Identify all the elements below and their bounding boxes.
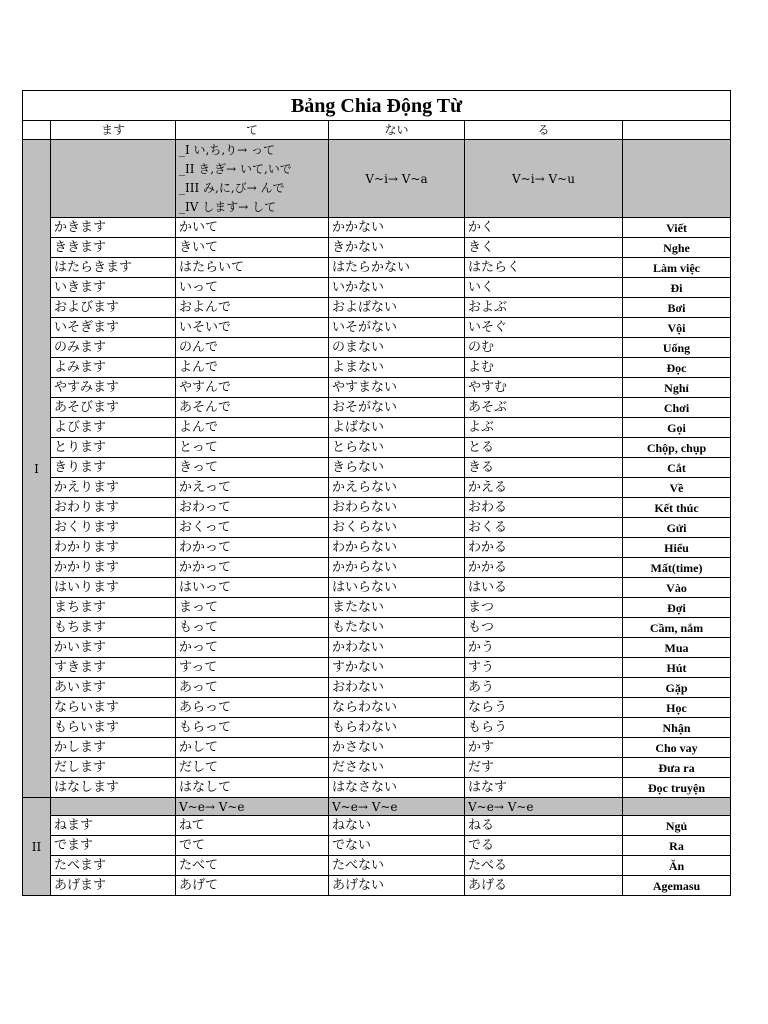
masu-form: おわります	[51, 498, 176, 518]
dictionary-form: あう	[465, 678, 623, 698]
te-form: やすんで	[176, 378, 329, 398]
dictionary-form: とる	[465, 438, 623, 458]
meaning: Chộp, chụp	[623, 438, 731, 458]
dictionary-form: かく	[465, 218, 623, 238]
verb-row	[23, 758, 731, 778]
meaning: Vội	[623, 318, 731, 338]
nai-form: かかない	[329, 218, 465, 238]
nai-form: ねない	[329, 816, 465, 836]
verb-row	[23, 338, 731, 358]
masu-form: かかります	[51, 558, 176, 578]
nai-form: かさない	[329, 738, 465, 758]
te-form: おわって	[176, 498, 329, 518]
meaning: Gửi	[623, 518, 731, 538]
meaning: Nghe	[623, 238, 731, 258]
nai-form: とらない	[329, 438, 465, 458]
te-form: かいて	[176, 218, 329, 238]
table-title: Bảng Chia Động Từ	[23, 91, 731, 121]
meaning: Viết	[623, 218, 731, 238]
header-ru: る	[465, 121, 623, 140]
dictionary-form: かかる	[465, 558, 623, 578]
masu-form: もちます	[51, 618, 176, 638]
verb-row	[23, 816, 731, 836]
rule-nai: V~i→ V~a	[329, 140, 465, 218]
verb-row	[23, 678, 731, 698]
meaning: Mất(time)	[623, 558, 731, 578]
rule-masu-form	[51, 798, 176, 816]
header-te: て	[176, 121, 329, 140]
meaning: Làm việc	[623, 258, 731, 278]
header-nai: ない	[329, 121, 465, 140]
rule-te-line: _II き,ぎ→ いて,いで	[179, 161, 292, 176]
masu-form: およびます	[51, 298, 176, 318]
meaning: Ngủ	[623, 816, 731, 836]
nai-form: おそがない	[329, 398, 465, 418]
meaning: Cầm, nắm	[623, 618, 731, 638]
meaning: Mua	[623, 638, 731, 658]
rule-masu	[51, 140, 176, 218]
meaning: Cắt	[623, 458, 731, 478]
verb-row	[23, 778, 731, 798]
verb-row	[23, 738, 731, 758]
te-form: かえって	[176, 478, 329, 498]
dictionary-form: でる	[465, 836, 623, 856]
te-form: わかって	[176, 538, 329, 558]
nai-form: おわらない	[329, 498, 465, 518]
meaning: Bơi	[623, 298, 731, 318]
te-form: およんで	[176, 298, 329, 318]
meaning: Ra	[623, 836, 731, 856]
meaning: Đọc truyện	[623, 778, 731, 798]
te-form: きって	[176, 458, 329, 478]
verb-row	[23, 638, 731, 658]
masu-form: ねます	[51, 816, 176, 836]
te-form: はいって	[176, 578, 329, 598]
nai-form: かえらない	[329, 478, 465, 498]
nai-form: おわない	[329, 678, 465, 698]
meaning: Hiểu	[623, 538, 731, 558]
rule-te	[176, 140, 329, 218]
verb-row	[23, 218, 731, 238]
verb-row	[23, 518, 731, 538]
verb-row	[23, 238, 731, 258]
header-blank	[23, 121, 51, 140]
nai-form: もたない	[329, 618, 465, 638]
dictionary-form: わかる	[465, 538, 623, 558]
dictionary-form: よむ	[465, 358, 623, 378]
masu-form: よみます	[51, 358, 176, 378]
dictionary-form: すう	[465, 658, 623, 678]
meaning: Đợi	[623, 598, 731, 618]
rule-row	[23, 140, 731, 218]
masu-form: かいます	[51, 638, 176, 658]
te-form: たべて	[176, 856, 329, 876]
nai-form: ださない	[329, 758, 465, 778]
masu-form: わかります	[51, 538, 176, 558]
nai-form: きらない	[329, 458, 465, 478]
dictionary-form: ならう	[465, 698, 623, 718]
nai-form: よまない	[329, 358, 465, 378]
masu-form: あいます	[51, 678, 176, 698]
te-form: いそいで	[176, 318, 329, 338]
dictionary-form: あげる	[465, 876, 623, 896]
verb-row	[23, 558, 731, 578]
masu-form: はたらきます	[51, 258, 176, 278]
meaning: Hút	[623, 658, 731, 678]
te-form: かして	[176, 738, 329, 758]
dictionary-form: おくる	[465, 518, 623, 538]
rule-te-line: _I い,ち,り→ って	[179, 142, 276, 157]
te-form: すって	[176, 658, 329, 678]
meaning: Nhận	[623, 718, 731, 738]
dictionary-form: いそぐ	[465, 318, 623, 338]
masu-form: はいります	[51, 578, 176, 598]
te-form: あらって	[176, 698, 329, 718]
te-form: はなして	[176, 778, 329, 798]
dictionary-form: よぶ	[465, 418, 623, 438]
meaning: Kết thúc	[623, 498, 731, 518]
group2-rule-row	[23, 798, 731, 816]
nai-form: またない	[329, 598, 465, 618]
verb-row	[23, 278, 731, 298]
meaning: Nghỉ	[623, 378, 731, 398]
masu-form: のみます	[51, 338, 176, 358]
rule-dictionary-form: V~e→ V~e	[465, 798, 623, 816]
nai-form: はたらかない	[329, 258, 465, 278]
te-form: あって	[176, 678, 329, 698]
dictionary-form: かえる	[465, 478, 623, 498]
header-meaning	[623, 121, 731, 140]
meaning: Đọc	[623, 358, 731, 378]
dictionary-form: たべる	[465, 856, 623, 876]
masu-form: かきます	[51, 218, 176, 238]
dictionary-form: きく	[465, 238, 623, 258]
verb-row	[23, 618, 731, 638]
nai-form: いそがない	[329, 318, 465, 338]
verb-row	[23, 698, 731, 718]
group-label-1: I	[23, 140, 51, 798]
verb-row	[23, 658, 731, 678]
dictionary-form: ねる	[465, 816, 623, 836]
verb-row	[23, 318, 731, 338]
verb-row	[23, 538, 731, 558]
dictionary-form: きる	[465, 458, 623, 478]
meaning: Gọi	[623, 418, 731, 438]
masu-form: やすみます	[51, 378, 176, 398]
verb-row	[23, 378, 731, 398]
meaning: Agemasu	[623, 876, 731, 896]
masu-form: たべます	[51, 856, 176, 876]
nai-form: のまない	[329, 338, 465, 358]
dictionary-form: だす	[465, 758, 623, 778]
verb-row	[23, 478, 731, 498]
rule-meaning	[623, 140, 731, 218]
nai-form: かからない	[329, 558, 465, 578]
dictionary-form: かす	[465, 738, 623, 758]
header-masu: ます	[51, 121, 176, 140]
te-form: もらって	[176, 718, 329, 738]
nai-form: ならわない	[329, 698, 465, 718]
verb-row	[23, 498, 731, 518]
meaning: Đưa ra	[623, 758, 731, 778]
masu-form: もらいます	[51, 718, 176, 738]
meaning: Uống	[623, 338, 731, 358]
dictionary-form: あそぶ	[465, 398, 623, 418]
dictionary-form: およぶ	[465, 298, 623, 318]
meaning: Học	[623, 698, 731, 718]
masu-form: おくります	[51, 518, 176, 538]
te-form: とって	[176, 438, 329, 458]
dictionary-form: やすむ	[465, 378, 623, 398]
te-form: もって	[176, 618, 329, 638]
verb-row	[23, 418, 731, 438]
verb-row	[23, 298, 731, 318]
meaning: Cho vay	[623, 738, 731, 758]
nai-form: すかない	[329, 658, 465, 678]
dictionary-form: いく	[465, 278, 623, 298]
masu-form: きります	[51, 458, 176, 478]
dictionary-form: はなす	[465, 778, 623, 798]
masu-form: あそびます	[51, 398, 176, 418]
te-form: かかって	[176, 558, 329, 578]
nai-form: おくらない	[329, 518, 465, 538]
rule-te-line: _III み,に,び→ んで	[179, 180, 285, 195]
meaning: Ăn	[623, 856, 731, 876]
masu-form: かします	[51, 738, 176, 758]
masu-form: まちます	[51, 598, 176, 618]
te-form: のんで	[176, 338, 329, 358]
nai-form: たべない	[329, 856, 465, 876]
masu-form: かえります	[51, 478, 176, 498]
te-form: だして	[176, 758, 329, 778]
nai-form: きかない	[329, 238, 465, 258]
nai-form: よばない	[329, 418, 465, 438]
masu-form: とります	[51, 438, 176, 458]
meaning: Đi	[623, 278, 731, 298]
verb-row	[23, 578, 731, 598]
nai-form: はいらない	[329, 578, 465, 598]
rule-te-line: _IV します→ して	[179, 199, 277, 214]
meaning: Gặp	[623, 678, 731, 698]
meaning: Về	[623, 478, 731, 498]
verb-row	[23, 836, 731, 856]
dictionary-form: はいる	[465, 578, 623, 598]
masu-form: でます	[51, 836, 176, 856]
dictionary-form: まつ	[465, 598, 623, 618]
verb-row	[23, 438, 731, 458]
nai-form: はなさない	[329, 778, 465, 798]
te-form: でて	[176, 836, 329, 856]
header-row	[23, 121, 731, 140]
te-form: かって	[176, 638, 329, 658]
dictionary-form: もらう	[465, 718, 623, 738]
nai-form: およばない	[329, 298, 465, 318]
masu-form: はなします	[51, 778, 176, 798]
masu-form: ききます	[51, 238, 176, 258]
rule-meaning	[623, 798, 731, 816]
nai-form: やすまない	[329, 378, 465, 398]
dictionary-form: もつ	[465, 618, 623, 638]
te-form: はたらいて	[176, 258, 329, 278]
verb-row	[23, 856, 731, 876]
nai-form: かわない	[329, 638, 465, 658]
verb-row	[23, 876, 731, 896]
verb-row	[23, 358, 731, 378]
masu-form: すきます	[51, 658, 176, 678]
verb-row	[23, 458, 731, 478]
te-form: よんで	[176, 418, 329, 438]
verb-row	[23, 718, 731, 738]
dictionary-form: おわる	[465, 498, 623, 518]
dictionary-form: のむ	[465, 338, 623, 358]
te-form: いって	[176, 278, 329, 298]
masu-form: ならいます	[51, 698, 176, 718]
te-form: まって	[176, 598, 329, 618]
masu-form: あげます	[51, 876, 176, 896]
nai-form: もらわない	[329, 718, 465, 738]
nai-form: でない	[329, 836, 465, 856]
masu-form: よびます	[51, 418, 176, 438]
nai-form: わからない	[329, 538, 465, 558]
te-form: よんで	[176, 358, 329, 378]
meaning: Vào	[623, 578, 731, 598]
dictionary-form: はたらく	[465, 258, 623, 278]
verb-row	[23, 398, 731, 418]
dictionary-form: かう	[465, 638, 623, 658]
title-row	[23, 91, 731, 121]
te-form: おくって	[176, 518, 329, 538]
te-form: ねて	[176, 816, 329, 836]
meaning: Chơi	[623, 398, 731, 418]
te-form: きいて	[176, 238, 329, 258]
verb-row	[23, 258, 731, 278]
rule-ru: V~i→ V~u	[465, 140, 623, 218]
rule-nai-form: V~e→ V~e	[329, 798, 465, 816]
masu-form: いそぎます	[51, 318, 176, 338]
verb-conjugation-table	[22, 90, 731, 896]
masu-form: だします	[51, 758, 176, 778]
te-form: あげて	[176, 876, 329, 896]
masu-form: いきます	[51, 278, 176, 298]
rule-te-form: V~e→ V~e	[176, 798, 329, 816]
nai-form: あげない	[329, 876, 465, 896]
te-form: あそんで	[176, 398, 329, 418]
verb-row	[23, 598, 731, 618]
nai-form: いかない	[329, 278, 465, 298]
group-label-2: II	[23, 798, 51, 896]
